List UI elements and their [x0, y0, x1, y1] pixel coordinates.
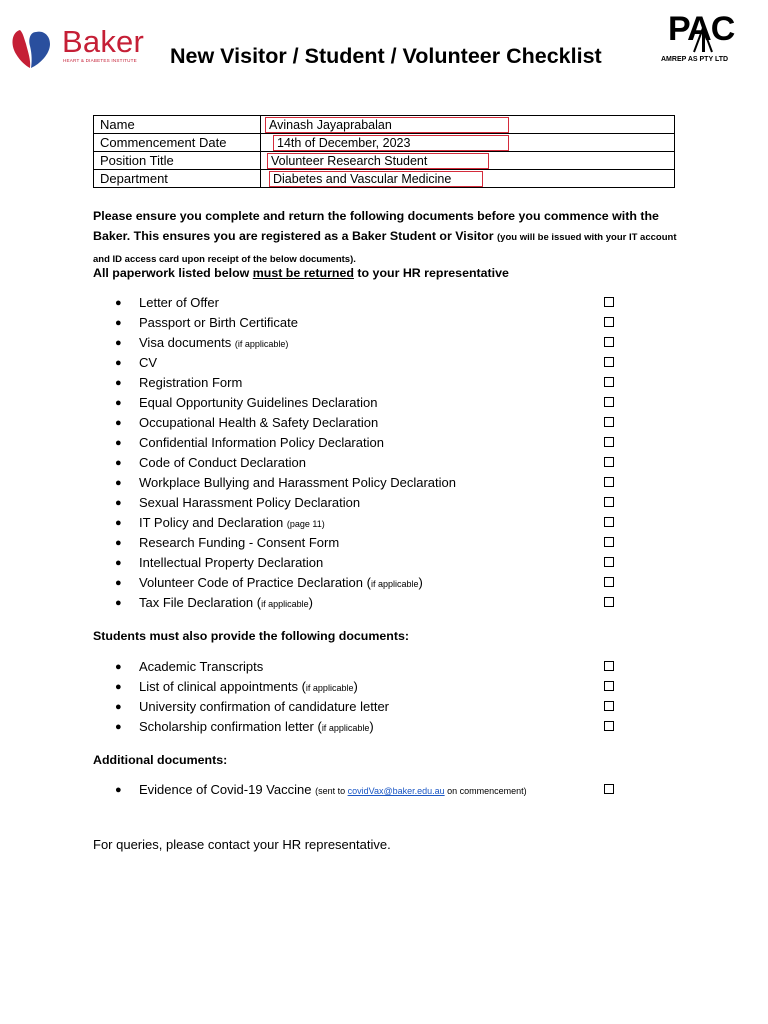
table-row [94, 116, 675, 134]
item-note: if applicable [261, 599, 309, 609]
checkbox[interactable] [604, 517, 614, 527]
list-item [93, 313, 623, 333]
baker-logo-subtitle: HEART & DIABETES INSTITUTE [63, 58, 137, 63]
item-text: Passport or Birth Certificate [139, 315, 298, 330]
table-row [94, 170, 675, 188]
bullet-icon: ● [115, 597, 122, 609]
item-text: IT Policy and Declaration [139, 515, 287, 530]
checkbox[interactable] [604, 337, 614, 347]
checkbox[interactable] [604, 457, 614, 467]
list-item [93, 393, 623, 413]
bullet-icon: ● [115, 477, 122, 489]
checkbox[interactable] [604, 784, 614, 794]
commencement-date-field[interactable]: 14th of December, 2023 [273, 135, 509, 151]
list-item [93, 353, 623, 373]
bullet-icon: ● [115, 397, 122, 409]
checkbox[interactable] [604, 317, 614, 327]
item-note: if applicable [321, 723, 370, 733]
bullet-icon: ● [115, 537, 122, 549]
intro-text: Please ensure you complete and return the following documents before you commence with the Baker. This ensures you are registered as a Baker Student or Visitor [93, 209, 659, 243]
item-note: (page 11) [286, 519, 325, 529]
additional-checklist [93, 780, 623, 800]
item-text: Volunteer Code of Practice Declaration ( [139, 575, 371, 590]
bullet-icon: ● [115, 721, 122, 733]
item-tail: ) [369, 719, 374, 734]
item-text: Registration Form [139, 375, 243, 390]
item-text: Evidence of Covid-19 Vaccine [139, 782, 316, 797]
paperwork-text-end: to your HR representative [353, 266, 509, 280]
item-text: Occupational Health & Safety Declaration [139, 415, 379, 430]
table-row [94, 134, 675, 152]
checkbox[interactable] [604, 557, 614, 567]
pac-logo-name: PAC [668, 10, 735, 48]
list-item [93, 473, 623, 493]
commencement-date-label: Commencement Date [94, 134, 261, 152]
checkbox[interactable] [604, 417, 614, 427]
bullet-icon: ● [115, 497, 122, 509]
item-tail: ) [308, 595, 313, 610]
item-text: Intellectual Property Declaration [139, 555, 324, 570]
footer-note: For queries, please contact your HR representative. [93, 837, 391, 852]
checkbox[interactable] [604, 537, 614, 547]
list-item [93, 333, 623, 353]
position-title-label: Position Title [94, 152, 261, 170]
checkbox[interactable] [604, 577, 614, 587]
checkbox[interactable] [604, 397, 614, 407]
item-text: Workplace Bullying and Harassment Policy Declaration [139, 475, 456, 490]
item-text: Equal Opportunity Guidelines Declaration [139, 395, 378, 410]
item-tail: ) [418, 575, 423, 590]
list-item [93, 453, 623, 473]
intro-note: (you will be issued with your IT account and ID access card upon receipt of the below documents). [93, 232, 677, 265]
bullet-icon: ● [115, 577, 122, 589]
checkbox[interactable] [604, 377, 614, 387]
item-text: University confirmation of candidature letter [139, 699, 390, 714]
item-text: Letter of Offer [139, 295, 219, 310]
checkbox[interactable] [604, 477, 614, 487]
name-field[interactable]: Avinash Jayaprabalan [265, 117, 509, 133]
item-text: Academic Transcripts [139, 659, 264, 674]
bullet-icon: ● [115, 784, 122, 796]
bullet-icon: ● [115, 377, 122, 389]
checkbox[interactable] [604, 597, 614, 607]
bullet-icon: ● [115, 437, 122, 449]
main-checklist [93, 293, 623, 613]
bullet-icon: ● [115, 517, 122, 529]
checkbox[interactable] [604, 357, 614, 367]
checkbox[interactable] [604, 297, 614, 307]
department-field[interactable]: Diabetes and Vascular Medicine [269, 171, 483, 187]
name-label: Name [94, 116, 261, 134]
list-item [93, 697, 623, 717]
email-link[interactable]: covidVax@baker.edu.au [347, 786, 445, 796]
item-text: List of clinical appointments ( [139, 679, 306, 694]
bullet-icon: ● [115, 457, 122, 469]
bullet-icon: ● [115, 701, 122, 713]
position-title-field[interactable]: Volunteer Research Student [267, 153, 489, 169]
students-checklist [93, 657, 623, 737]
item-tail: ) [353, 679, 358, 694]
bullet-icon: ● [115, 557, 122, 569]
item-text: Confidential Information Policy Declaration [139, 435, 384, 450]
list-item [93, 533, 623, 553]
checkbox[interactable] [604, 701, 614, 711]
students-heading: Students must also provide the following documents: [93, 629, 409, 643]
pac-logo-subtitle: AMREP AS PTY LTD [661, 56, 729, 63]
paperwork-instruction [93, 266, 509, 280]
list-item [93, 373, 623, 393]
additional-heading: Additional documents: [93, 753, 228, 767]
bullet-icon: ● [115, 317, 122, 329]
list-item [93, 717, 623, 737]
checkbox[interactable] [604, 661, 614, 671]
item-text: Research Funding - Consent Form [139, 535, 340, 550]
page-title: New Visitor / Student / Volunteer Checklist [170, 44, 602, 68]
intro-paragraph [93, 206, 683, 270]
baker-logo-name: Baker [62, 24, 144, 59]
item-text: Code of Conduct Declaration [139, 455, 306, 470]
item-text: Scholarship confirmation letter ( [139, 719, 322, 734]
list-item [93, 780, 623, 800]
item-note: if applicable [305, 683, 354, 693]
item-note: if applicable [370, 579, 419, 589]
bullet-icon: ● [115, 357, 122, 369]
checkbox[interactable] [604, 437, 614, 447]
checkbox[interactable] [604, 681, 614, 691]
bullet-icon: ● [115, 661, 122, 673]
item-text: CV [139, 355, 158, 370]
list-item [93, 657, 623, 677]
item-note-end: on commencement) [444, 786, 527, 796]
list-item [93, 573, 623, 593]
list-item [93, 593, 623, 613]
list-item [93, 293, 623, 313]
list-item [93, 433, 623, 453]
table-row [94, 152, 675, 170]
bullet-icon: ● [115, 337, 122, 349]
bullet-icon: ● [115, 681, 122, 693]
list-item [93, 677, 623, 697]
bullet-icon: ● [115, 417, 122, 429]
list-item [93, 513, 623, 533]
item-note: (if applicable) [234, 339, 289, 349]
list-item [93, 493, 623, 513]
item-note: (sent to [315, 786, 348, 796]
item-text: Visa documents [139, 335, 235, 350]
bullet-icon: ● [115, 297, 122, 309]
item-text: Sexual Harassment Policy Declaration [139, 495, 361, 510]
list-item [93, 413, 623, 433]
details-table [93, 115, 675, 188]
paperwork-emphasis: must be returned [252, 266, 354, 280]
paperwork-text: All paperwork listed below [93, 266, 253, 280]
department-label: Department [94, 170, 261, 188]
checkbox[interactable] [604, 497, 614, 507]
checkbox[interactable] [604, 721, 614, 731]
list-item [93, 553, 623, 573]
item-text: Tax File Declaration ( [139, 595, 262, 610]
